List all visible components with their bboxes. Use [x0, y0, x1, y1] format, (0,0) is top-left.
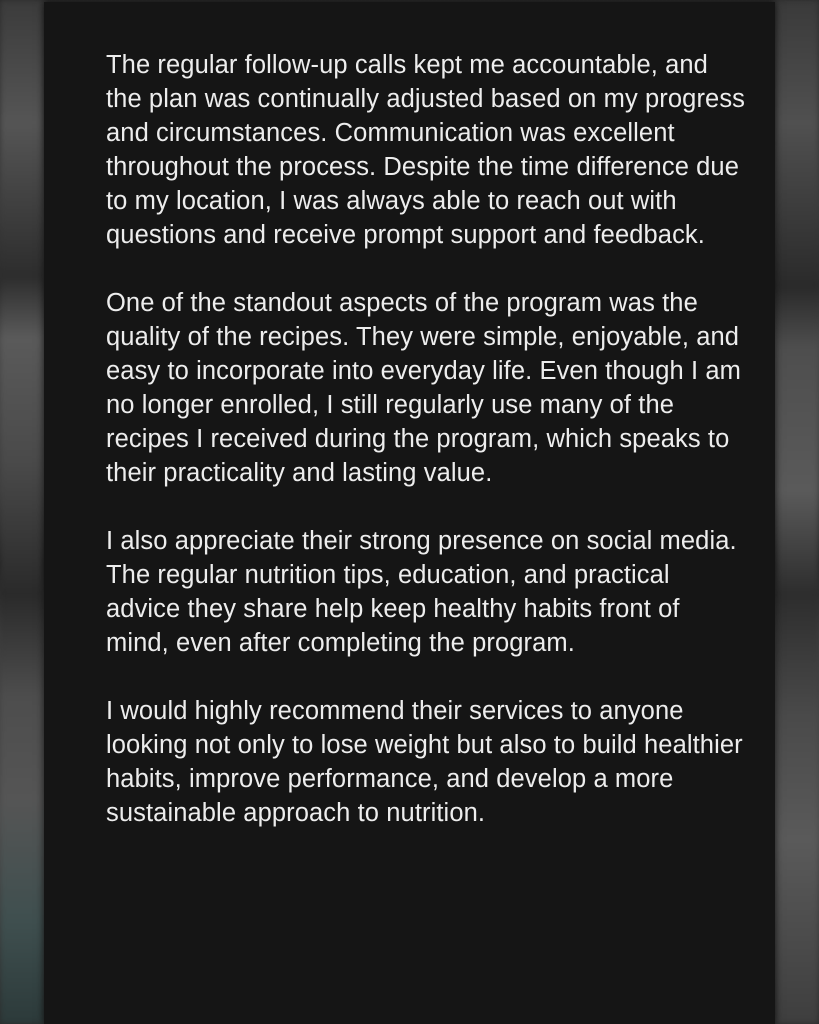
review-paragraph: I would highly recommend their services to anyone looking not only to lose weight but also to build healthier habits, improve performance, and develop a more sustainable approach to nutrition.: [106, 697, 743, 827]
blurred-edge-right: [775, 0, 819, 1024]
review-panel: [44, 2, 775, 1024]
review-paragraph: One of the standout aspects of the program was the quality of the recipes. They were simple, enjoyable, and easy to incorporate into everyday life. Even though I am no longer enrolled, I still regularly use many of the recipes I received during the program, which speaks to their practicality and lasting value.: [106, 289, 741, 487]
review-text: [106, 48, 746, 864]
blurred-edge-left: [0, 0, 44, 1024]
review-paragraph: I also appreciate their strong presence on social media. The regular nutrition tips, education, and practical advice they share help keep healthy habits front of mind, even after completing the program.: [106, 527, 737, 657]
review-paragraph: The regular follow-up calls kept me accountable, and the plan was continually adjusted based on my progress and circumstances. Communication was excellent throughout the process. Despite the time difference due to my location, I was always able to reach out with questions and receive prompt support and feedback.: [106, 51, 746, 249]
